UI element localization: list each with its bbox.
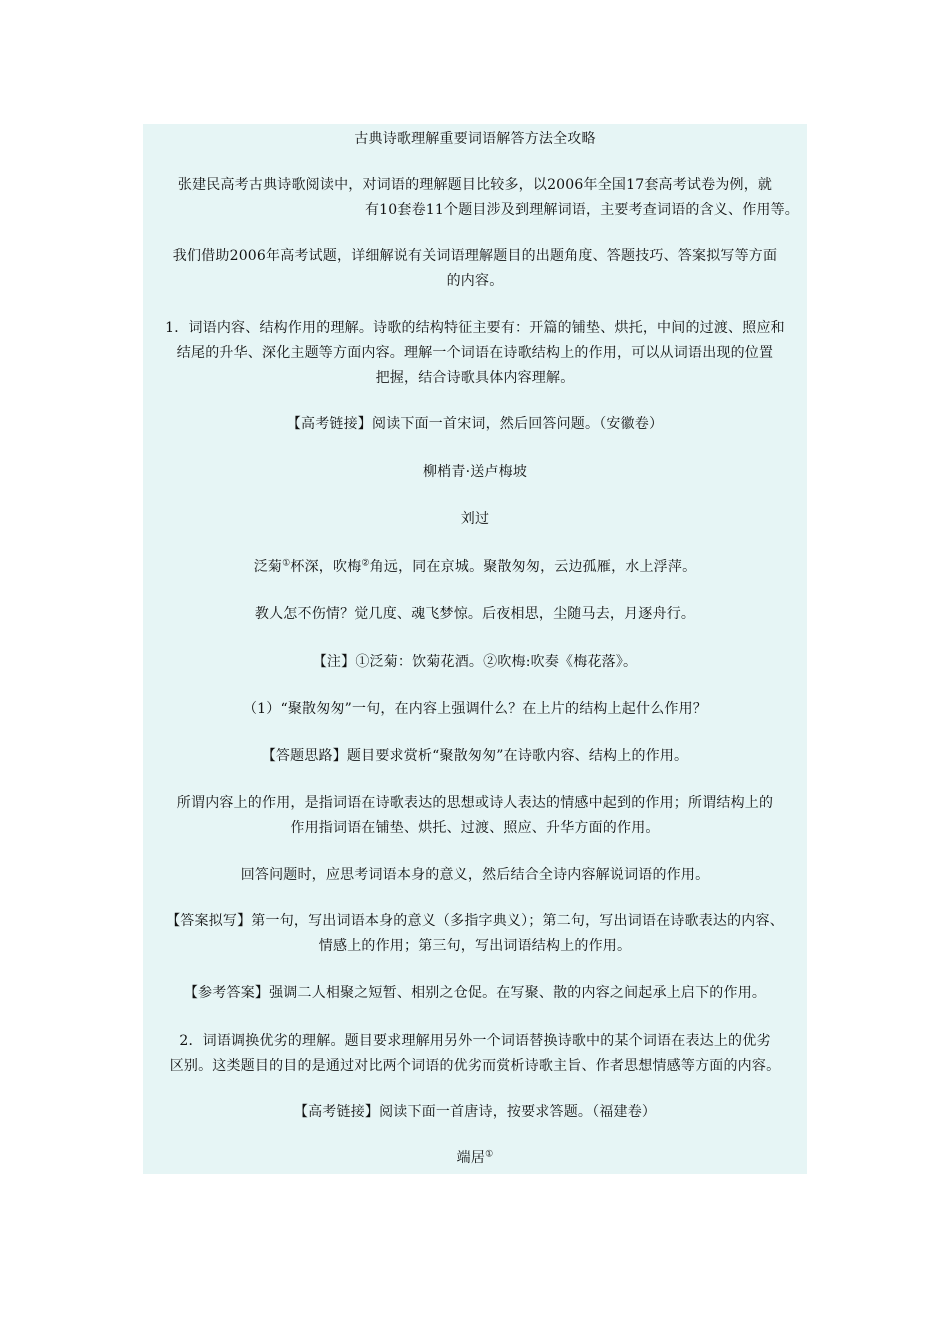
exam-link-2: 【高考链接】阅读下面一首唐诗，按要求答题。（福建卷）: [293, 1104, 657, 1120]
answer-drafting-1: 【答案拟写】第一句，写出词语本身的意义（多指字典义）；第二句，写出词语在诗歌表达的内容、 情感上的作用；第三句，写出词语结构上的作用。: [166, 913, 784, 954]
question-1: （1）“聚散匆匆”一句，在内容上强调什么？在上片的结构上起什么作用？: [242, 701, 708, 717]
purpose-paragraph: 我们借助2006年高考试题，详细解说有关词语理解题目的出题角度、答题技巧、答案拟写等方面 的内容。: [172, 248, 778, 289]
section-2-paragraph: 2．词语调换优劣的理解。题目要求理解用另外一个词语替换诗歌中的某个词语在表达上的优劣 区别。这类题目的目的是通过对比两个词语的优劣而赏析诗歌主旨、作者思想情感等方面的内容。: [169, 1033, 781, 1074]
poem-1-line-2: 教人怎不伤情？觉几度、魂飞梦惊。后夜相思，尘随马去，月逐舟行。: [254, 606, 696, 622]
explanation-paragraph-2: 回答问题时，应思考词语本身的意义，然后结合全诗内容解说词语的作用。: [240, 867, 710, 883]
intro-paragraph: 张建民高考古典诗歌阅读中，对词语的理解题目比较多，以2006年全国17套高考试卷为例，就 有10套卷11个题目涉及到理解词语，主要考查词语的含义、作用等。: [177, 177, 799, 218]
poem-1-note: 【注】①泛菊：饮菊花酒。②吹梅:吹奏《梅花落》。: [312, 654, 638, 670]
exam-link-1: 【高考链接】阅读下面一首宋词，然后回答问题。（安徽卷）: [286, 416, 664, 432]
article-title: 古典诗歌理解重要词语解答方法全攻略: [354, 131, 596, 147]
article-panel: [143, 124, 807, 1174]
footnote-marker-1: ①: [282, 558, 291, 569]
reference-answer-1: 【参考答案】强调二人相聚之短暂、相别之仓促。在写聚、散的内容之间起承上启下的作用。: [183, 985, 767, 1001]
footnote-marker-3: ①: [485, 1149, 494, 1160]
poem-1-author: 刘过: [460, 511, 490, 527]
poem-1-title: 柳梢青·送卢梅坡: [422, 464, 528, 480]
section-1-paragraph: 1．词语内容、结构作用的理解。诗歌的结构特征主要有：开篇的铺垫、烘托，中间的过渡、照应和 结尾的升华、深化主题等方面内容。理解一个词语在诗歌结构上的作用，可以从词语出现的位置 把握，结合诗歌具体内容理解。: [165, 320, 785, 386]
poem-2-title: 端居①: [456, 1149, 494, 1166]
explanation-paragraph-1: 所谓内容上的作用，是指词语在诗歌表达的思想或诗人表达的情感中起到的作用；所谓结构上的 作用指词语在铺垫、烘托、过渡、照应、升华方面的作用。: [176, 795, 774, 836]
footnote-marker-2: ②: [361, 558, 370, 569]
answer-idea-1: 【答题思路】题目要求赏析“聚散匆匆”在诗歌内容、结构上的作用。: [261, 748, 689, 764]
poem-1-line-1: 泛菊①杯深，吹梅②角远，同在京城。聚散匆匆，云边孤雁，水上浮萍。: [253, 558, 697, 575]
